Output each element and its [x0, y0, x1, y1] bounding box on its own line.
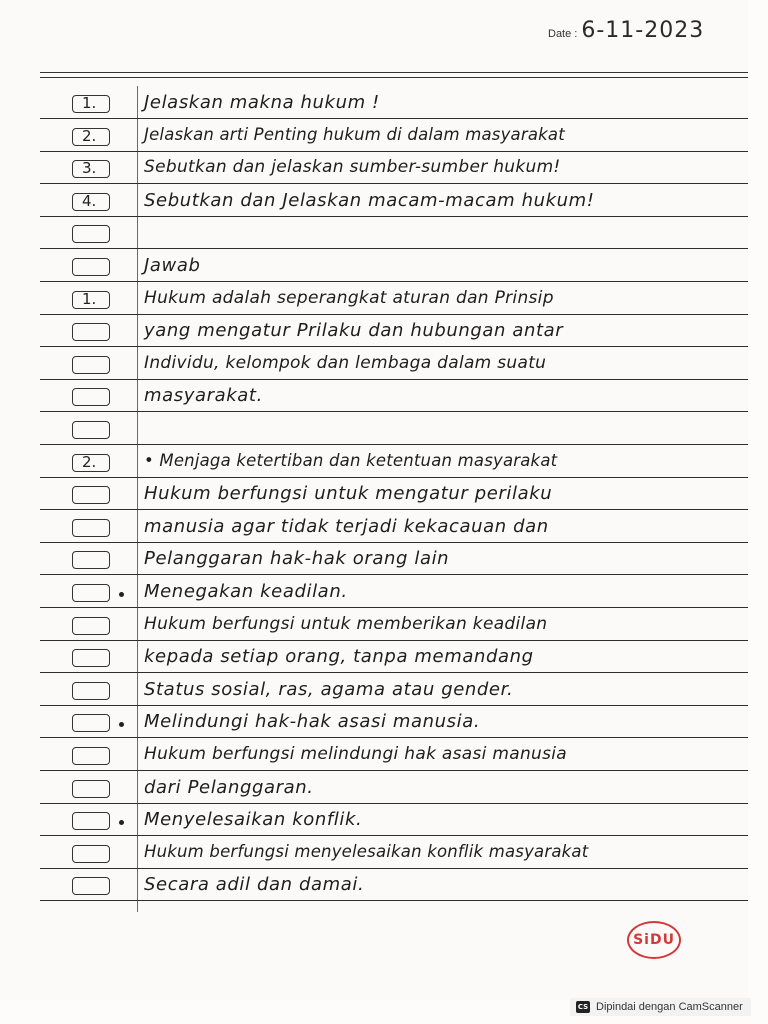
answer-line: manusia agar tidak terjadi kekacauan dan	[144, 515, 549, 537]
row-checkbox[interactable]	[72, 780, 110, 798]
row-checkbox[interactable]	[72, 486, 110, 504]
checkbox-number: 2.	[82, 452, 97, 471]
checkbox-number: 1.	[82, 289, 97, 308]
row-checkbox[interactable]	[72, 551, 110, 569]
answer-line: Individu, kelompok dan lembaga dalam suatu	[144, 352, 547, 373]
answer-line: Status sosial, ras, agama atau gender.	[144, 678, 514, 700]
row-checkbox[interactable]	[72, 714, 110, 732]
date-label: Date :	[548, 28, 578, 40]
sidu-logo	[627, 921, 681, 959]
row-checkbox[interactable]	[72, 845, 110, 863]
answer-line: Menegakan keadilan.	[144, 581, 348, 602]
row-checkbox[interactable]	[72, 584, 110, 602]
row-checkbox[interactable]	[72, 388, 110, 406]
answer-line: Melindungi hak-hak asasi manusia.	[144, 711, 481, 733]
answer-line: Pelanggaran hak-hak orang lain	[144, 548, 450, 570]
answer-line: Hukum berfungsi melindungi hak asasi manusia	[144, 744, 568, 764]
checkbox-number: 2.	[82, 126, 97, 145]
answer-line: Secara adil dan damai.	[144, 874, 365, 896]
row-checkbox[interactable]	[72, 877, 110, 895]
row-checkbox[interactable]	[72, 747, 110, 765]
row-checkbox[interactable]	[72, 356, 110, 374]
date-header	[548, 18, 704, 43]
ruled-line	[40, 412, 748, 445]
row-checkbox[interactable]	[72, 649, 110, 667]
question-text: Sebutkan dan jelaskan sumber-sumber hukum!	[144, 157, 561, 178]
checkbox-number: 3.	[82, 159, 97, 178]
camscanner-watermark	[570, 998, 751, 1016]
ruled-line	[40, 216, 748, 249]
row-checkbox[interactable]	[72, 682, 110, 700]
question-text: Jelaskan arti Penting hukum di dalam masyarakat	[144, 124, 565, 144]
answer-line: kepada setiap orang, tanpa memandang	[144, 646, 534, 668]
question-text: Jelaskan makna hukum !	[144, 92, 380, 113]
row-checkbox[interactable]	[72, 617, 110, 635]
top-rule-second	[40, 77, 748, 78]
checkbox-number: 4.	[82, 191, 97, 210]
date-value: 6-11-2023	[581, 18, 705, 43]
answer-line: • Menjaga ketertiban dan ketentuan masyarakat	[144, 450, 558, 470]
checkbox-number: 1.	[82, 94, 97, 112]
row-checkbox[interactable]	[72, 812, 110, 830]
watermark-text: Dipindai dengan CamScanner	[596, 1001, 743, 1013]
answer-line: Hukum adalah seperangkat aturan dan Prinsip	[144, 287, 554, 308]
row-checkbox[interactable]	[72, 258, 110, 276]
bullet-dot	[119, 592, 124, 597]
row-checkbox[interactable]	[72, 421, 110, 439]
answer-line: Jawab	[144, 255, 201, 276]
answer-line: Hukum berfungsi untuk memberikan keadilan	[144, 613, 548, 634]
answer-line: Menyelesaikan konflik.	[144, 809, 363, 831]
answer-line: dari Pelanggaran.	[144, 776, 314, 798]
answer-line: Hukum berfungsi menyelesaikan konflik masyarakat	[144, 841, 589, 861]
top-rule	[40, 72, 748, 73]
question-text: Sebutkan dan Jelaskan macam-macam hukum!	[144, 189, 595, 211]
answer-line: masyarakat.	[144, 385, 263, 407]
sidu-logo-text: SiDU	[633, 932, 675, 948]
row-checkbox[interactable]	[72, 519, 110, 537]
answer-line: Hukum berfungsi untuk mengatur perilaku	[144, 483, 553, 505]
row-checkbox[interactable]	[72, 225, 110, 243]
answer-line: yang mengatur Prilaku dan hubungan antar	[144, 320, 564, 342]
row-checkbox[interactable]	[72, 323, 110, 341]
camscanner-icon: CS	[577, 1003, 589, 1011]
